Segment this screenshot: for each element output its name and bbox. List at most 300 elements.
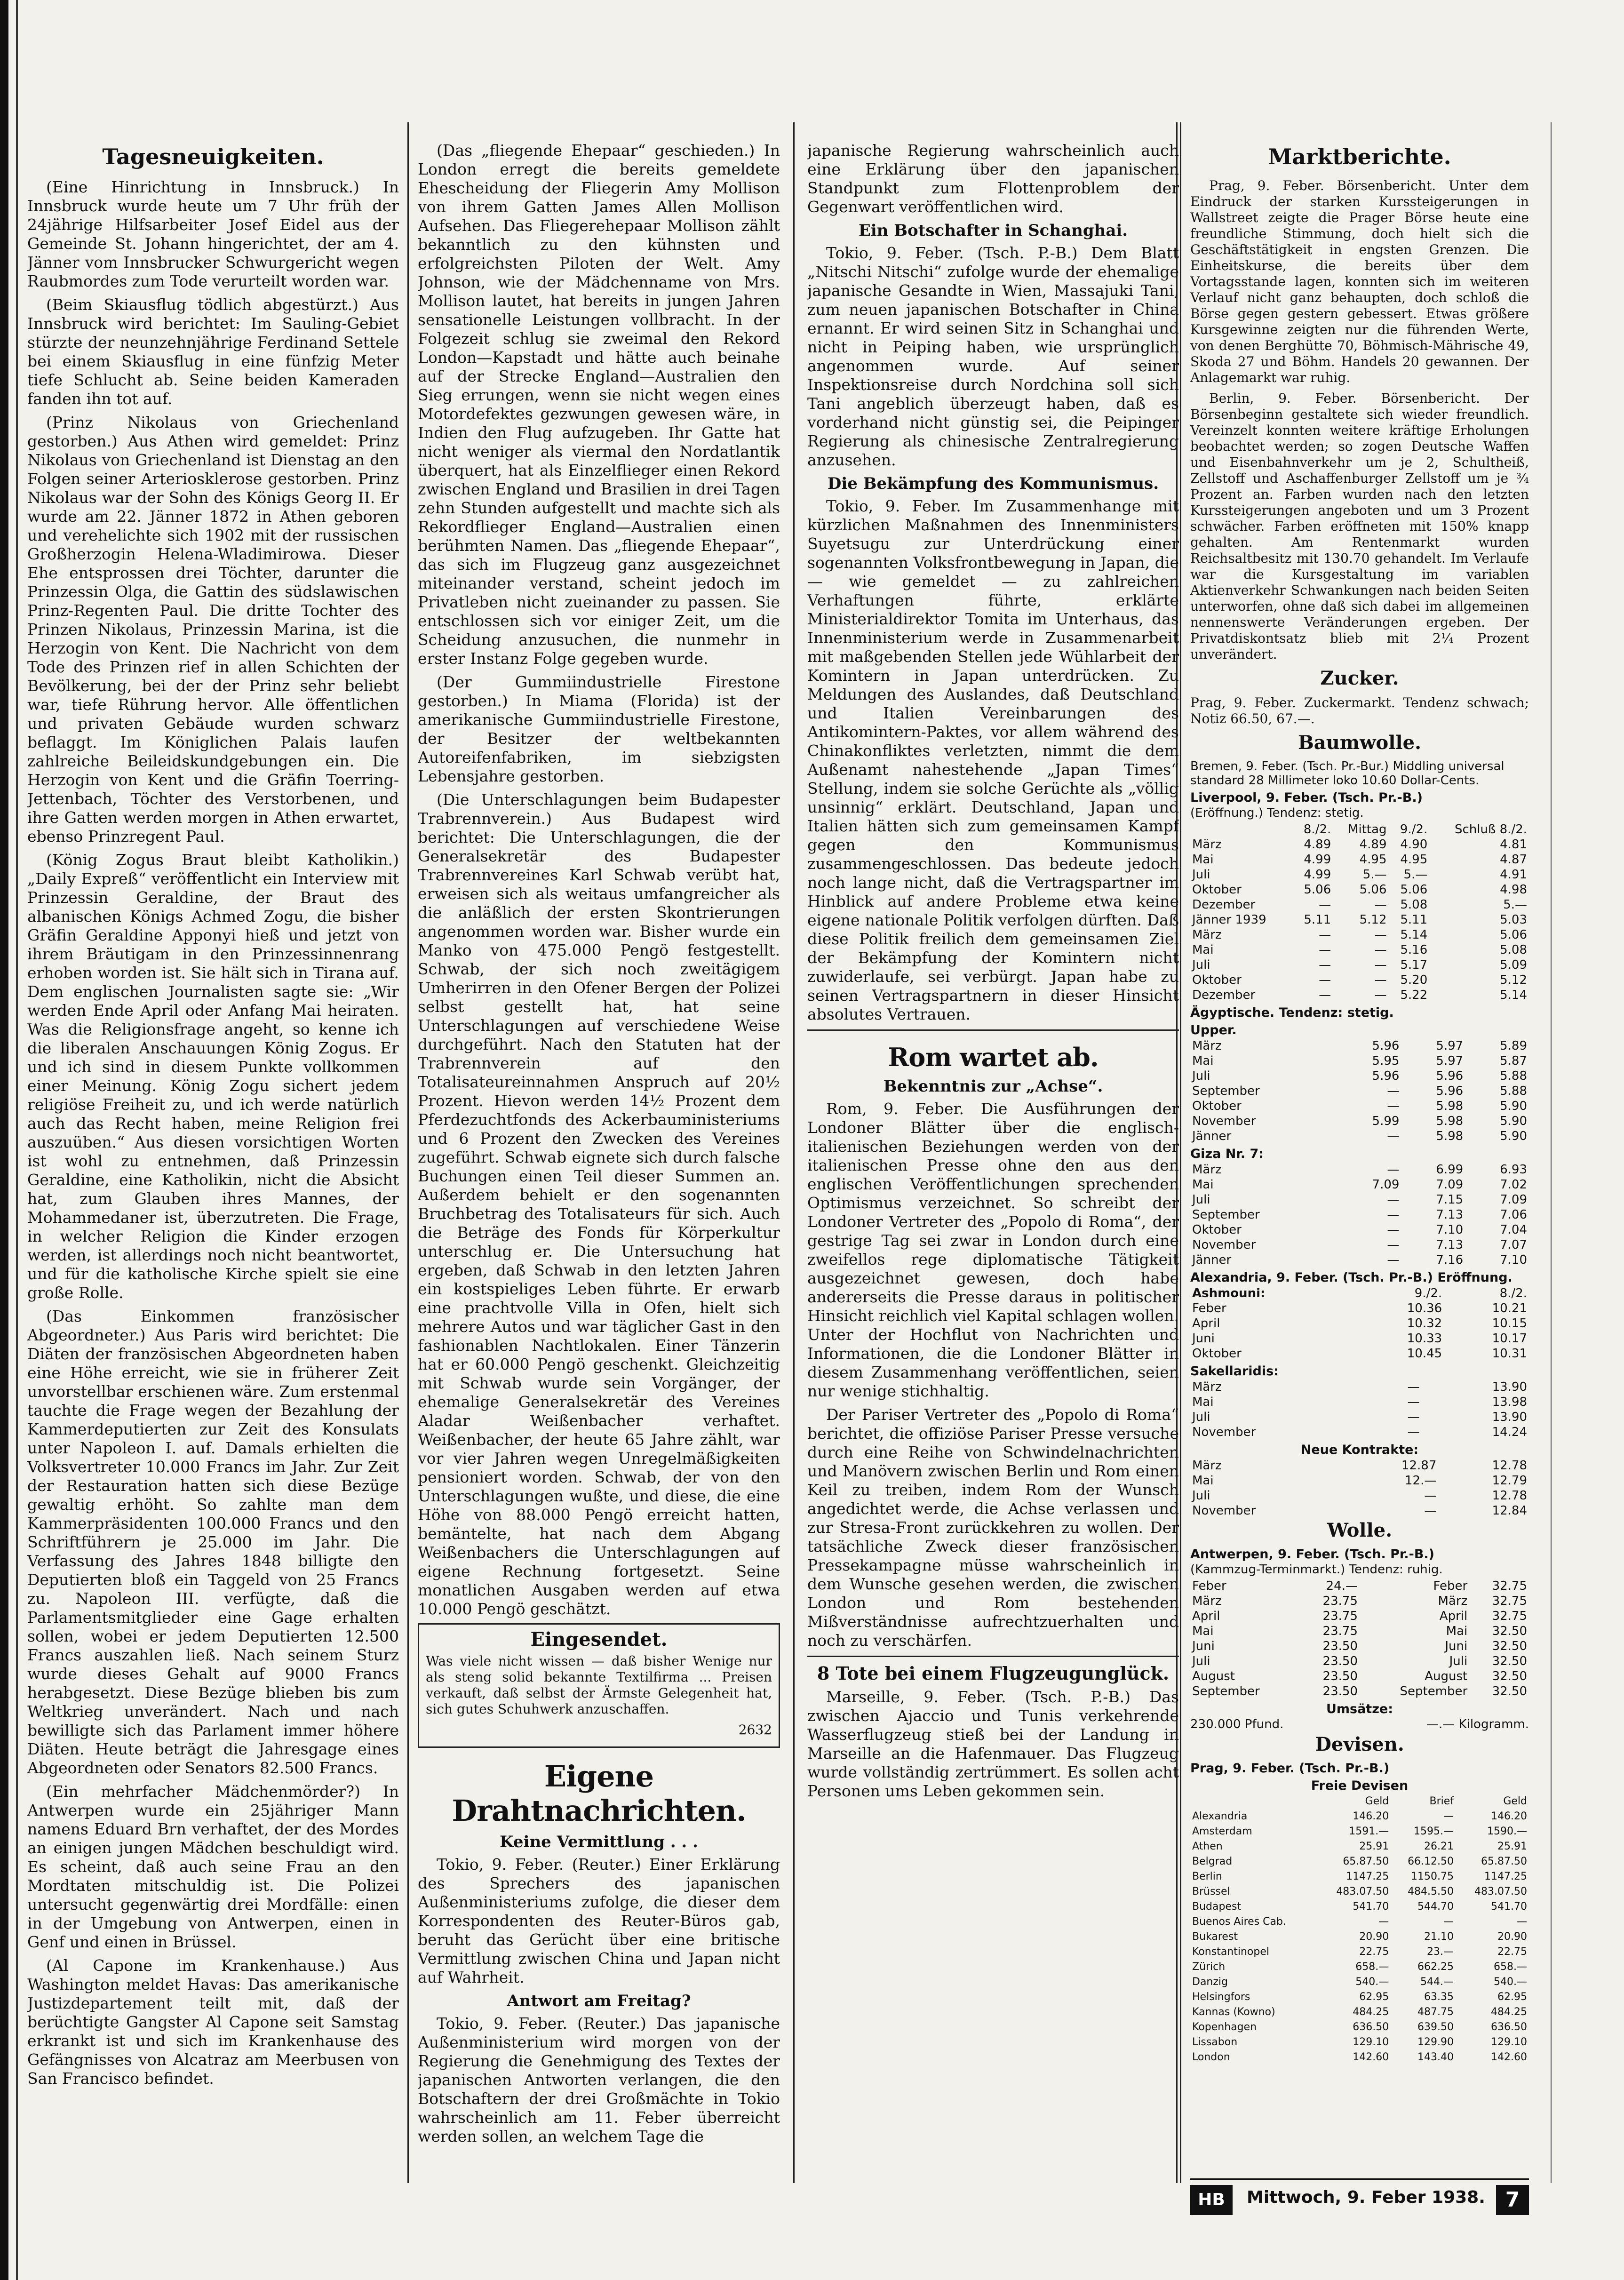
table-cell: 22.75 bbox=[1359, 1946, 1389, 1958]
table-cell: — bbox=[1319, 928, 1331, 942]
row-label: Berlin bbox=[1192, 1871, 1222, 1882]
table-cell: — bbox=[1387, 1253, 1400, 1267]
table-cell: 5.16 bbox=[1400, 943, 1428, 957]
table-row bbox=[1190, 1410, 1529, 1425]
news-item: (Prinz Nikolaus von Griechenland gestorben.) Aus Athen wird gemeldet: Prinz Nikolaus von Griechenland ist Dienstag an den Folgen seiner Arteriosklerose gestorben. Prinz Nikolaus war der Sohn des Königs Georg II. Er wurde am 22. Jänner 1872 in Athen geboren und verehelichte sich 1902 mit der russischen Großherzogin Helena-Wladimirowa. Dieser Ehe entsprossen drei Töchter, darunter die Prinzessin Olga, die Gattin des südslawischen Prinz-Regenten Paul. Die dritte Tochter des Prinzen Nikolaus, Prinzessin Marina, ist die Herzogin von Kent. Die Nachricht von dem Tode des Prinzen rief in allen Schichten der Bevölkerung, bei der der Prinz sehr beliebt war, tiefe Rührung hervor. Alle öffentlichen und privaten Gebäude wurden schwarz beflaggt. Im Königlichen Palais laufen zahlreiche Beileidskundgebungen ein. Die Herzogin von Kent und die Gräfin Toerring-Jettenbach, Töchter des Verstorbenen, und ihre Gatten werden morgen in Athen erwartet, ebenso Prinzregent Paul. bbox=[27, 413, 399, 845]
aegypt-head: Ägyptische. Tendenz: stetig. bbox=[1190, 1005, 1394, 1020]
table-cell: — bbox=[1387, 1084, 1400, 1098]
article-title: 8 Tote bei einem Flugzeugunglück. bbox=[817, 1663, 1170, 1684]
table-header: 9./2. bbox=[1400, 822, 1428, 837]
table-cell: Juni bbox=[1445, 1639, 1468, 1653]
table-cell: 5.12 bbox=[1500, 973, 1527, 987]
table-cell: 5.88 bbox=[1500, 1084, 1527, 1098]
row-label: Lissabon bbox=[1192, 2036, 1238, 2048]
row-label: Juli bbox=[1192, 1069, 1210, 1083]
table-row bbox=[1190, 1914, 1529, 1929]
table-cell: 63.35 bbox=[1424, 1991, 1454, 2003]
table-cell: 21.10 bbox=[1424, 1931, 1454, 1943]
table-cell: 7.16 bbox=[1436, 1253, 1464, 1267]
table-row bbox=[1190, 1192, 1529, 1207]
table-row bbox=[1190, 1684, 1529, 1699]
wire-news-heading: Eigene Drahtnachrichten. bbox=[452, 1759, 746, 1828]
table-cell: 5.95 bbox=[1372, 1054, 1400, 1068]
row-label: März bbox=[1192, 1459, 1222, 1473]
article-subtitle: Bekenntnis zur „Achse“. bbox=[883, 1077, 1103, 1096]
table-cell: 484.5.50 bbox=[1408, 1886, 1454, 1897]
liverpool-head: Liverpool, 9. Feber. (Tsch. Pr.-B.) bbox=[1190, 790, 1423, 805]
article-text: Tokio, 9. Feber. (Reuter.) Das japanische Außenministerium wird morgen von der Regierung die Genehmigung des Textes der japanischen Antworten verlangen, die den Botschaftern der drei Großmächte in Tokio wahrscheinlich am 11. Feber überreicht werden sollen, an welchem Tage die bbox=[418, 2014, 780, 2145]
table-row bbox=[1190, 1038, 1529, 1053]
table-row bbox=[1190, 957, 1529, 973]
article-title: Antwort am Freitag? bbox=[507, 1992, 691, 2010]
table-cell: 7.09 bbox=[1372, 1178, 1400, 1192]
liverpool-table bbox=[1190, 822, 1529, 1003]
table-cell: 5.97 bbox=[1436, 1039, 1464, 1053]
table-row bbox=[1190, 1084, 1529, 1099]
table-cell: 639.50 bbox=[1417, 2021, 1454, 2033]
table-row bbox=[1190, 1346, 1529, 1361]
table-cell: 636.50 bbox=[1491, 2021, 1527, 2033]
table-row bbox=[1190, 1669, 1529, 1684]
table-row bbox=[1190, 1609, 1529, 1624]
table-header: 8./2. bbox=[1499, 1286, 1527, 1300]
table-cell: 129.90 bbox=[1417, 2036, 1454, 2048]
row-label: August bbox=[1192, 1669, 1235, 1683]
table-cell: 13.90 bbox=[1492, 1380, 1527, 1394]
table-cell: 20.90 bbox=[1497, 1931, 1527, 1943]
table-cell: 7.13 bbox=[1436, 1208, 1464, 1222]
row-label: November bbox=[1192, 1504, 1256, 1518]
column-three bbox=[807, 141, 1179, 1805]
eingesendet-title: Eingesendet. bbox=[530, 1628, 668, 1650]
row-label: November bbox=[1192, 1114, 1256, 1128]
table-row bbox=[1190, 1207, 1529, 1222]
row-label: Dezember bbox=[1192, 988, 1256, 1002]
table-cell: 129.10 bbox=[1353, 2036, 1389, 2048]
page-footer bbox=[1190, 2178, 1529, 2223]
table-cell: 5.08 bbox=[1400, 898, 1428, 912]
table-cell: 4.98 bbox=[1500, 883, 1527, 897]
table-cell: 484.25 bbox=[1491, 2006, 1527, 2018]
article-text: Tokio, 9. Feber. (Tsch. P.-B.) Dem Blatt „Nitschi Nitschi“ zufolge wurde der ehemalige japanische Gesandte in Wien, Massajuki Tani, zum neuen japanischen Botschafter in China ernannt. Er wird seinen Sitz in Schanghai und nicht in Peiping haben, wie ursprünglich angenommen wurde. Auf seiner Inspektionsreise durch Nordchina soll sich Tani angeblich überzeugt haben, daß es vorderhand nicht günstig sei, die Peipinger Regierung als chinesische Zentralregierung anzusehen. bbox=[807, 244, 1179, 469]
row-label: Brüssel bbox=[1192, 1886, 1230, 1897]
table-cell: — bbox=[1319, 898, 1331, 912]
row-label: März bbox=[1192, 837, 1222, 852]
footer-date: Mittwoch, 9. Feber 1938. bbox=[1247, 2188, 1485, 2207]
table-header: 9./2. bbox=[1414, 1286, 1442, 1300]
table-cell: 5.96 bbox=[1372, 1069, 1400, 1083]
table-row bbox=[1190, 1237, 1529, 1252]
neue-kontrakte-table bbox=[1190, 1458, 1529, 1518]
table-cell: 10.15 bbox=[1492, 1316, 1527, 1331]
table-header-row bbox=[1190, 822, 1529, 837]
table-cell: 1150.75 bbox=[1411, 1871, 1454, 1882]
table-cell: 5.14 bbox=[1400, 928, 1428, 942]
row-label: Jänner bbox=[1192, 1253, 1232, 1267]
row-label: Juli bbox=[1192, 1410, 1210, 1424]
article-title: Ein Botschafter in Schanghai. bbox=[858, 221, 1128, 240]
divider bbox=[807, 1029, 1179, 1031]
news-item: (Das Einkommen französischer Abgeordneter.) Aus Paris wird berichtet: Die Diäten der französischen Abgeordneten haben eine Höhe erreicht, wie sie in früherer Zeit unvorstellbar erschienen wäre. Zum erstenmal tauchte die Frage wegen der Bezahlung der Kammerdeputierten zur Zeit des Konsulats unter Napoleon I. auf. Damals erhielten die Volksvertreter 10.000 Francs im Jahr. Zur Zeit der Restauration hatten sich diese Bezüge gewaltig erhöht. So zahlte man dem Kammerpräsidenten 100.000 Francs und den Schriftführern je 25.000 im Jahr. Die Verfassung des Jahres 1848 billigte den Deputierten bloß ein Taggeld von 25 Francs zu. Napoleon III. verfügte, daß die Parlamentsmitglieder eine Gage erhalten sollen, wobei er jedem Deputierten 12.500 Francs auszahlen ließ. Nach seinem Sturz wurde dieses Gehalt auf 9000 Francs herabgesetzt. Diese Bezüge blieben bis zum Weltkrieg unverändert. Nach und nach bewilligte sich das Parlament immer höhere Diäten. Heute beträgt die Jahresgage eines Abgeordneten oder Senators 82.500 Francs. bbox=[27, 1307, 399, 1777]
table-cell: 10.31 bbox=[1492, 1347, 1527, 1361]
news-item: (Die Unterschlagungen beim Budapester Trabrennverein.) Aus Budapest wird berichtet: Die Unterschlagungen, die der Generalsekretär des Budapester Trabrennvereines Karl Schwab verübt hat, erweisen sich als weitaus umfangreicher als die anläßlich der ersten Skontrierungen angenommen worden war. Bisher wurde ein Manko von 475.000 Pengö festgestellt. Schwab, der sich noch zweitägigem Umherirren in den Ofener Bergen der Polizei selbst gestellt hat, hat seine Unterschlagungen auf verschiedene Weise durchgeführt. Nach den Statuten hat der Trabrennverein auf den Totalisateureinnahmen Anspruch auf 20½ Prozent. Hievon werden 14½ Prozent dem Pferdezuchtfonds des Ackerbauministeriums und 6 Prozent den Zwecken des Vereines zugeführt. Schwab eignete sich durch falsche Buchungen einen Teil dieser Summen an. Außerdem behielt er den sogenannten Bruchbetrag des Totalisateurs für sich. Auch die Beträge des Fonds für Körperkultur unterschlug er. Die Untersuchung hat ergeben, daß Schwab in den letzten Jahren ein kostspieliges Leben führte. Er erwarb eine prachtvolle Villa in Ofen, hielt sich mehrere Autos und war täglicher Gast in den fashionablen Nachtlokalen. Einer Tänzerin hat er 60.000 Pengö geschenkt. Gleichzeitig mit Schwab wurde sein Vorgänger, der ehemalige Generalsekretär des Vereines Aladar Weißenbacher verhaftet. Weißenbacher, der heute 65 Jahre zählt, war vor vier Jahren wegen Unregelmäßigkeiten pensioniert worden. Schwab, der von den Unterschlagungen wußte, und diese, die eine Höhe von 88.000 Pengö erreicht hatten, bemäntelte, hat nach dem Abgang Weißenbachers die Unterschlagungen auf eigene Rechnung fortgesetzt. Seine monatlichen Ausgaben werden auf etwa 10.000 Pengö geschätzt. bbox=[418, 790, 780, 1618]
table-cell: 5.11 bbox=[1304, 913, 1331, 927]
table-cell: — bbox=[1424, 1489, 1437, 1503]
table-cell: 5.98 bbox=[1436, 1114, 1464, 1128]
sakellaridis-head: Sakellaridis: bbox=[1190, 1364, 1279, 1379]
table-row bbox=[1190, 1053, 1529, 1068]
table-row bbox=[1190, 1425, 1529, 1440]
row-label: September bbox=[1192, 1084, 1260, 1098]
row-label: Juli bbox=[1192, 1193, 1210, 1207]
table-cell: 5.03 bbox=[1500, 913, 1527, 927]
table-row bbox=[1190, 1162, 1529, 1177]
table-row bbox=[1190, 1301, 1529, 1316]
umsatz-kg: —.— Kilogramm. bbox=[1426, 1717, 1529, 1731]
table-cell: 7.07 bbox=[1500, 1238, 1527, 1252]
sakellaridis-table bbox=[1190, 1379, 1529, 1440]
row-label: November bbox=[1192, 1425, 1256, 1439]
row-label: Oktober bbox=[1192, 1223, 1242, 1237]
table-cell: 23.50 bbox=[1322, 1639, 1358, 1653]
table-header-row bbox=[1190, 1794, 1529, 1809]
table-cell: 12.87 bbox=[1401, 1459, 1437, 1473]
article-text: Der Pariser Vertreter des „Popolo di Roma“ berichtet, die offiziöse Pariser Presse versuche durch eine Reihe von Schwindelnachrichten und Manövern zwischen Berlin und Rom einen Keil zu treiben, indem Rom der Wunsch angedichtet werde, die Achse verlassen und zur Stresa-Front zurückkehren zu wollen. Der tatsächliche Zweck dieser französischen Pressekampagne müsse wahrscheinlich in dem Wunsche gesehen werden, die zwischen London und Rom bestehenden Mißverständnisse aufrechtzuerhalten und noch zu verschärfen. bbox=[807, 1405, 1179, 1650]
giza-head: Giza Nr. 7: bbox=[1190, 1147, 1264, 1161]
table-cell: 4.91 bbox=[1500, 868, 1527, 882]
table-cell: 23.50 bbox=[1322, 1684, 1358, 1698]
table-row bbox=[1190, 1222, 1529, 1237]
market-report: Berlin, 9. Feber. Börsenbericht. Der Börsenbeginn gestaltete sich wieder freundlich. Vereinzelt konnten weitere kräftige Erholungen beobachtet werden; so zogen Deutsche Waffen und Eisenbahnverkehr um je 2, Schultheiß, Zellstoff und Aschaffenburger Zellstoff um je ¾ Prozent an. Farben wurden nach den letzten Kurssteigerungen angeboten und um 3 Prozent schwächer. Farben eröffneten mit 150% knapp gehalten. Am Rentenmarkt wurden Reichsaltbesitz mit 130.70 gehandelt. Im Verlaufe war die Kursgestaltung im variablen Aktienverkehr Schwankungen nach beiden Seiten unterworfen, ohne daß sich dabei im allgemeinen nennenswerte Veränderungen ergeben. Der Privatdiskontsatz blieb mit 2¼ Prozent unverändert. bbox=[1190, 391, 1529, 662]
table-cell: 5.96 bbox=[1436, 1069, 1464, 1083]
table-cell: 7.04 bbox=[1500, 1223, 1527, 1237]
row-label: Belgrad bbox=[1192, 1856, 1233, 1867]
table-row bbox=[1190, 1624, 1529, 1639]
row-label: Budapest bbox=[1192, 1901, 1242, 1913]
row-label: Feber bbox=[1192, 1579, 1226, 1593]
market-report: Prag, 9. Feber. Börsenbericht. Unter dem Eindruck der starken Kurssteigerungen in Wallstreet zeigte die Prager Börse heute eine freundliche Stimmung, doch hielt sich die Geschäftstätigkeit in engsten Grenzen. Die Einheitskurse, die bereits über dem Vortagsstande lagen, konnten sich im weiteren Verlauf nicht ganz behaupten, doch schloß die Börse gegen gestern gebessert. Etwas größere Kursgewinne zeigten nur die führenden Werte, von denen Berghütte 70, Böhmisch-Mährische 49, Skoda 27 und Böhm. Handels 20 gewannen. Der Anlagemarkt war ruhig. bbox=[1190, 178, 1529, 385]
table-cell: 62.95 bbox=[1497, 1991, 1527, 2003]
table-cell: — bbox=[1387, 1223, 1400, 1237]
section-heading: Tagesneuigkeiten. bbox=[102, 144, 324, 169]
table-cell: 10.17 bbox=[1492, 1331, 1527, 1346]
row-label: Athen bbox=[1192, 1841, 1223, 1852]
table-row bbox=[1190, 1458, 1529, 1473]
row-label: Bukarest bbox=[1192, 1931, 1238, 1943]
table-cell: 5.— bbox=[1362, 868, 1387, 882]
table-row bbox=[1190, 2020, 1529, 2035]
column-rule bbox=[1551, 122, 1552, 2183]
table-cell: — bbox=[1374, 973, 1387, 987]
table-row bbox=[1190, 1177, 1529, 1192]
table-cell: 23.50 bbox=[1322, 1654, 1358, 1668]
table-header: Geld bbox=[1503, 1795, 1527, 1807]
table-cell: Feber bbox=[1433, 1579, 1468, 1593]
table-cell: 5.17 bbox=[1400, 958, 1428, 972]
table-cell: 10.36 bbox=[1407, 1301, 1442, 1315]
row-label: März bbox=[1192, 1163, 1222, 1177]
table-cell: 7.02 bbox=[1500, 1178, 1527, 1192]
table-row bbox=[1190, 1854, 1529, 1869]
table-cell: 23.75 bbox=[1322, 1624, 1358, 1638]
table-cell: 6.93 bbox=[1500, 1163, 1527, 1177]
table-cell: 5.06 bbox=[1359, 883, 1387, 897]
table-row bbox=[1190, 1869, 1529, 1884]
eingesendet-box bbox=[418, 1623, 780, 1748]
article-text: Rom, 9. Feber. Die Ausführungen der Londoner Blätter über die englisch-italienischen Beziehungen werden von der italienischen Presse ohne den aus den englischen Veröffentlichungen sprechenden Optimismus verzeichnet. So schreibt der Londoner Vertreter des „Popolo di Roma“, der gestrige Tag sei zwar in London durch eine zweifellos rege diplomatische Tätigkeit ausgezeichnet gewesen, doch habe andererseits die Presse daraus in politischer Hinsicht reichlich viel Kapital schlagen wollen. Unter der Hochflut von Nachrichten und Informationen, die die Londoner Blätter in diesem Zusammenhang veröffentlichen, seien nur wenige stichhaltig. bbox=[807, 1100, 1179, 1400]
table-row bbox=[1190, 1473, 1529, 1488]
table-row bbox=[1190, 1099, 1529, 1114]
table-row bbox=[1190, 1578, 1529, 1594]
row-label: Mai bbox=[1192, 1474, 1214, 1488]
table-cell: 7.10 bbox=[1436, 1223, 1464, 1237]
table-cell: 541.70 bbox=[1491, 1901, 1527, 1913]
eingesendet-text: Was viele nicht wissen — daß bisher Wenige nur als steng solid bekannte Textilfirma ... Preisen verkauft, daß selbst der Ärmste Gelegenheit hat, sich gutes Schuhwerk anzuschaffen. bbox=[426, 1653, 772, 1717]
devisen-sub: Freie Devisen bbox=[1311, 1778, 1409, 1793]
table-row bbox=[1190, 1129, 1529, 1144]
table-cell: 23.50 bbox=[1322, 1669, 1358, 1683]
row-label: Jänner bbox=[1192, 1129, 1232, 1143]
table-header: Ashmouni: bbox=[1192, 1286, 1266, 1300]
row-label: Feber bbox=[1192, 1301, 1226, 1315]
table-cell: 4.99 bbox=[1304, 853, 1331, 867]
row-label: London bbox=[1192, 2051, 1230, 2063]
table-cell: — bbox=[1387, 1129, 1400, 1143]
devisen-head: Prag, 9. Feber. (Tsch. Pr.-B.) bbox=[1190, 1761, 1390, 1776]
table-cell: 4.95 bbox=[1400, 853, 1428, 867]
table-row bbox=[1190, 867, 1529, 882]
table-cell: 10.21 bbox=[1492, 1301, 1527, 1315]
table-cell: 14.24 bbox=[1492, 1425, 1527, 1439]
table-cell: 22.75 bbox=[1497, 1946, 1527, 1958]
row-label: Juni bbox=[1192, 1639, 1215, 1653]
row-label: Juli bbox=[1192, 868, 1210, 882]
table-cell: 66.12.50 bbox=[1408, 1856, 1454, 1867]
table-cell: 10.33 bbox=[1407, 1331, 1442, 1346]
table-cell: 5.20 bbox=[1400, 973, 1428, 987]
table-cell: 4.89 bbox=[1359, 837, 1387, 852]
table-cell: 7.06 bbox=[1500, 1208, 1527, 1222]
table-row bbox=[1190, 837, 1529, 852]
row-label: Juli bbox=[1192, 1489, 1210, 1503]
table-cell: 32.75 bbox=[1492, 1609, 1527, 1623]
upper-head: Upper. bbox=[1190, 1023, 1237, 1037]
table-cell: 658.— bbox=[1355, 1961, 1389, 1973]
table-cell: — bbox=[1517, 1916, 1527, 1928]
scan-edge-strip bbox=[0, 0, 8, 2280]
table-cell: 7.09 bbox=[1500, 1193, 1527, 1207]
row-label: Amsterdam bbox=[1192, 1826, 1252, 1837]
table-cell: 658.— bbox=[1494, 1961, 1527, 1973]
row-label: Jänner 1939 bbox=[1192, 913, 1266, 927]
table-cell: 540.— bbox=[1494, 1976, 1527, 1988]
liverpool-sub: (Eröffnung.) Tendenz: stetig. bbox=[1190, 806, 1364, 820]
table-row bbox=[1190, 1839, 1529, 1854]
row-label: Zürich bbox=[1192, 1961, 1226, 1973]
row-label: Mai bbox=[1192, 1395, 1214, 1409]
table-cell: 5.98 bbox=[1436, 1099, 1464, 1113]
table-row bbox=[1190, 852, 1529, 867]
page-number: 7 bbox=[1496, 2185, 1529, 2215]
row-label: Juli bbox=[1192, 1654, 1210, 1668]
table-cell: 5.— bbox=[1403, 868, 1428, 882]
table-cell: 1595.— bbox=[1414, 1826, 1454, 1837]
news-item: (Eine Hinrichtung in Innsbruck.) In Innsbruck wurde heute um 7 Uhr früh der 24jährige Hilfsarbeiter Josef Eidel aus der Gemeinde St. Johann hingerichtet, der am 4. Jänner vom Innsbrucker Schwurgericht wegen Raubmordes zum Tode verurteilt worden war. bbox=[27, 178, 399, 290]
news-item: (Al Capone im Krankenhause.) Aus Washington meldet Havas: Das amerikanische Justizdepartement teilt mit, daß der berüchtigte Gangster Al Capone seit Samstag erkrankt ist und sich im Krankenhause des Gefängnisses von Alcatraz am Meerbusen von San Francisco befindet. bbox=[27, 1956, 399, 2088]
table-cell: 12.78 bbox=[1492, 1459, 1527, 1473]
table-cell: 5.09 bbox=[1500, 958, 1527, 972]
table-cell: März bbox=[1438, 1594, 1468, 1608]
antwerpen-sub: (Kammzug-Terminmarkt.) Tendenz: ruhig. bbox=[1190, 1563, 1443, 1577]
row-label: Juli bbox=[1192, 958, 1210, 972]
table-cell: 483.07.50 bbox=[1474, 1886, 1527, 1897]
table-cell: 13.98 bbox=[1492, 1395, 1527, 1409]
table-row bbox=[1190, 1929, 1529, 1945]
table-row bbox=[1190, 1960, 1529, 1975]
table-cell: 544.70 bbox=[1417, 1901, 1454, 1913]
table-row bbox=[1190, 1252, 1529, 1268]
table-header: Geld bbox=[1365, 1795, 1389, 1807]
row-label: November bbox=[1192, 1238, 1256, 1252]
table-cell: 32.50 bbox=[1492, 1639, 1527, 1653]
table-cell: 62.95 bbox=[1359, 1991, 1389, 2003]
column-rule bbox=[1180, 122, 1181, 2183]
table-cell: 32.75 bbox=[1492, 1579, 1527, 1593]
table-cell: — bbox=[1319, 943, 1331, 957]
article-title: Die Bekämpfung des Kommunismus. bbox=[827, 474, 1159, 493]
umsatz-label: Umsätze: bbox=[1326, 1702, 1393, 1716]
table-cell: 4.81 bbox=[1500, 837, 1527, 852]
table-row bbox=[1190, 1379, 1529, 1395]
zucker-title: Zucker. bbox=[1320, 667, 1399, 689]
table-cell: 25.91 bbox=[1359, 1841, 1389, 1852]
table-row bbox=[1190, 912, 1529, 927]
news-item: (König Zogus Braut bleibt Katholikin.) „Daily Expreß“ veröffentlicht ein Interview mit Prinzessin Geraldine, der Braut des albanischen Königs Achmed Zogu, die bisher Gräfin Geraldine Apponyi hieß und jetzt von ihrem Bräutigam in den Prinzessinnenrang erhoben worden ist. Sie hält sich in Tirana auf. Dem englischen Journalisten sagte sie: „Wir werden Ende April oder Anfang Mai heiraten. Was die Religionsfrage angeht, so kenne ich die liberalen Anschauungen König Zogus. Er und ich sind in diesem Punkte vollkommen einer Meinung. König Zogu sichert jedem religiöse Freiheit zu, und ich werde natürlich auch das Recht haben, meine Religion frei auszuüben.“ Aus diesen vorsichtigen Worten ist wohl zu entnehmen, daß Prinzessin Geraldine, eine Katholikin, nicht die Absicht hat, zum Glauben ihres Mannes, der Mohammedaner ist, überzutreten. Die Frage, in welcher Religion die Kinder erzogen werden, ist allerdings noch nicht beantwortet, und für die katholische Kirche spielt sie eine große Rolle. bbox=[27, 851, 399, 1302]
table-cell: — bbox=[1319, 958, 1331, 972]
wolle-title: Wolle. bbox=[1327, 1519, 1393, 1541]
table-row bbox=[1190, 1990, 1529, 2005]
alexandria-head: Alexandria, 9. Feber. (Tsch. Pr.-B.) Eröffnung. bbox=[1190, 1270, 1513, 1285]
devisen-title: Devisen. bbox=[1315, 1733, 1404, 1755]
table-cell: 32.75 bbox=[1492, 1594, 1527, 1608]
row-label: Mai bbox=[1192, 1624, 1214, 1638]
table-cell: 5.90 bbox=[1500, 1129, 1527, 1143]
table-header: Brief bbox=[1429, 1795, 1454, 1807]
article-text: Marseille, 9. Feber. (Tsch. P.-B.) Das zwischen Ajaccio und Tunis verkehrende Wasserflugzeug stieß bei der Landung in Marseille an die Hafenmauer. Das Flugzeug wurde vollständig zertrümmert. Es sollen acht Personen ums Leben gekommen sein. bbox=[807, 1688, 1179, 1800]
row-label: Mai bbox=[1192, 943, 1214, 957]
table-cell: — bbox=[1378, 1916, 1389, 1928]
table-cell: 146.20 bbox=[1491, 1810, 1527, 1822]
table-cell: — bbox=[1407, 1380, 1420, 1394]
table-cell: 32.50 bbox=[1492, 1684, 1527, 1698]
table-cell: — bbox=[1374, 943, 1387, 957]
table-row bbox=[1190, 1899, 1529, 1914]
column-rule bbox=[793, 122, 795, 2183]
section-heading: Marktberichte. bbox=[1268, 144, 1451, 169]
table-cell: — bbox=[1443, 1916, 1454, 1928]
neue-kontrakte-head: Neue Kontrakte: bbox=[1300, 1443, 1419, 1457]
table-cell: 23.75 bbox=[1322, 1609, 1358, 1623]
table-row bbox=[1190, 1503, 1529, 1518]
table-cell: 4.90 bbox=[1400, 837, 1428, 852]
table-header: Mittag bbox=[1348, 822, 1387, 837]
table-cell: 13.90 bbox=[1492, 1410, 1527, 1424]
table-cell: 65.87.50 bbox=[1343, 1856, 1389, 1867]
table-cell: 541.70 bbox=[1353, 1901, 1389, 1913]
column-two bbox=[418, 141, 780, 2151]
table-cell: 5.14 bbox=[1500, 988, 1527, 1002]
table-row bbox=[1190, 1945, 1529, 1960]
table-cell: 5.— bbox=[1503, 898, 1527, 912]
table-cell: — bbox=[1387, 1163, 1400, 1177]
table-row bbox=[1190, 1884, 1529, 1899]
table-cell: 32.50 bbox=[1492, 1654, 1527, 1668]
table-cell: 544.— bbox=[1420, 1976, 1454, 1988]
column-rule bbox=[407, 122, 409, 2183]
table-cell: 12.78 bbox=[1492, 1489, 1527, 1503]
antwerpen-head: Antwerpen, 9. Feber. (Tsch. Pr.-B.) bbox=[1190, 1547, 1434, 1562]
table-cell: 5.96 bbox=[1436, 1084, 1464, 1098]
article-headline: Rom wartet ab. bbox=[888, 1042, 1099, 1072]
table-row bbox=[1190, 1395, 1529, 1410]
row-label: Dezember bbox=[1192, 898, 1256, 912]
row-label: September bbox=[1192, 1208, 1260, 1222]
table-row bbox=[1190, 1068, 1529, 1084]
table-row bbox=[1190, 973, 1529, 988]
wolle-table bbox=[1190, 1578, 1529, 1699]
table-cell: 5.90 bbox=[1500, 1099, 1527, 1113]
table-header bbox=[1190, 1794, 1317, 1809]
article-title: Keine Vermittlung . . . bbox=[500, 1833, 698, 1851]
row-label: Oktober bbox=[1192, 883, 1242, 897]
table-cell: 5.11 bbox=[1400, 913, 1428, 927]
table-cell: 129.10 bbox=[1491, 2036, 1527, 2048]
table-row bbox=[1190, 942, 1529, 957]
table-cell: — bbox=[1374, 988, 1387, 1002]
table-cell: 5.12 bbox=[1359, 913, 1387, 927]
table-row bbox=[1190, 2005, 1529, 2020]
table-cell: 4.99 bbox=[1304, 868, 1331, 882]
row-label: Kopenhagen bbox=[1192, 2021, 1257, 2033]
table-cell: 540.— bbox=[1355, 1976, 1389, 1988]
table-cell: — bbox=[1424, 1504, 1437, 1518]
table-cell: 1147.25 bbox=[1484, 1871, 1527, 1882]
table-cell: 32.50 bbox=[1492, 1669, 1527, 1683]
table-cell: 20.90 bbox=[1359, 1931, 1389, 1943]
article-text: Tokio, 9. Feber. Im Zusammenhange mit kürzlichen Maßnahmen des Innenministers Suyetsugu zur Unterdrückung einer sogenannten Volksfrontbewegung in Japan, die — wie gemeldet — zu zahlreichen Verhaftungen führte, erklärte Ministerialdirektor Tomita im Unterhaus, das Innenministerium werde in Zusammenarbeit mit maßgebenden Stellen jede Wühlarbeit der Komintern in Japan unterdrücken. Zu Meldungen des Auslandes, daß Deutschland und Italien Vereinbarungen des Antikomintern-Paktes, vor allem während des Chinakonfliktes verletzten, nimmt die dem Außenamt nahestehende „Japan Times“ Stellung, indem sie solche Gerüchte als „völlig unsinnig“ erklärt. Deutschland, Japan und Italien hätten sich zum gemeinsamen Kampf gegen den Kommunismus zusammengeschlossen. Das bedeute jedoch noch lange nicht, daß die Vertragspartner im Hinblick auf andere Probleme etwa keine eigene nationale Politik verfolgen dürften. Daß diese Politik freilich dem gemeinsamen Ziel der Bekämpfung der Komintern nicht zuwiderlaufe, sei verbürgt. Japan habe zu seinen Vertragspartnern in dieser Hinsicht absolutes Vertrauen. bbox=[807, 497, 1179, 1023]
baumwolle-title: Baumwolle. bbox=[1298, 732, 1421, 754]
umsatz-line bbox=[1190, 1717, 1529, 1731]
row-label: April bbox=[1192, 1316, 1220, 1331]
row-label: Mai bbox=[1192, 1054, 1214, 1068]
table-row bbox=[1190, 1114, 1529, 1129]
table-cell: — bbox=[1374, 958, 1387, 972]
row-label: Juni bbox=[1192, 1331, 1215, 1346]
column-tagesneuigkeiten bbox=[27, 141, 399, 2093]
scan-edge-line bbox=[16, 0, 18, 2280]
table-cell: 5.08 bbox=[1500, 943, 1527, 957]
news-item: (Das „fliegende Ehepaar“ geschieden.) In London erregt die bereits gemeldete Ehescheidung der Fliegerin Amy Mollison von ihrem Gatten James Allen Mollison Aufsehen. Das Fliegerehepaar Mollison zählt bekanntlich zu den kühnsten und erfolgreichsten Piloten der Welt. Amy Johnson, wie der Mädchenname von Mrs. Mollison lautet, hat bereits in jungen Jahren sensationelle Leistungen vollbracht. In der Folgezeit schlug sie zweimal den Rekord London—Kapstadt und hätte auch beinahe auf der Strecke England—Australien den Sieg errungen, wenn sie nicht wegen eines Motordefektes gezwungen gewesen wäre, in Indien den Flug aufzugeben. Ihr Gatte hat nicht weniger als viermal den Nordatlantik überquert, hat als Einzelflieger einen Rekord zwischen England und Brasilien in drei Tagen zehn Stunden aufgestellt und machte sich als Rekordflieger England—Australien einen berühmten Namen. Das „fliegende Ehepaar“, das sich im Flugzeug ganz ausgezeichnet miteinander verstand, scheint jedoch im Privatleben nicht zueinander zu passen. Sie entschlossen sich vor einiger Zeit, um die Scheidung anzusuchen, die nunmehr in erster Instanz Folge gegeben wurde. bbox=[418, 141, 780, 668]
row-label: März bbox=[1192, 928, 1222, 942]
table-cell: September bbox=[1400, 1684, 1468, 1698]
table-cell: 23.— bbox=[1427, 1946, 1454, 1958]
table-cell: 7.13 bbox=[1436, 1238, 1464, 1252]
table-row bbox=[1190, 882, 1529, 897]
table-cell: 5.96 bbox=[1372, 1039, 1400, 1053]
umsatz-text: 230.000 Pfund. bbox=[1190, 1717, 1284, 1731]
table-row bbox=[1190, 2050, 1529, 2065]
ashmouni-table bbox=[1190, 1286, 1529, 1361]
